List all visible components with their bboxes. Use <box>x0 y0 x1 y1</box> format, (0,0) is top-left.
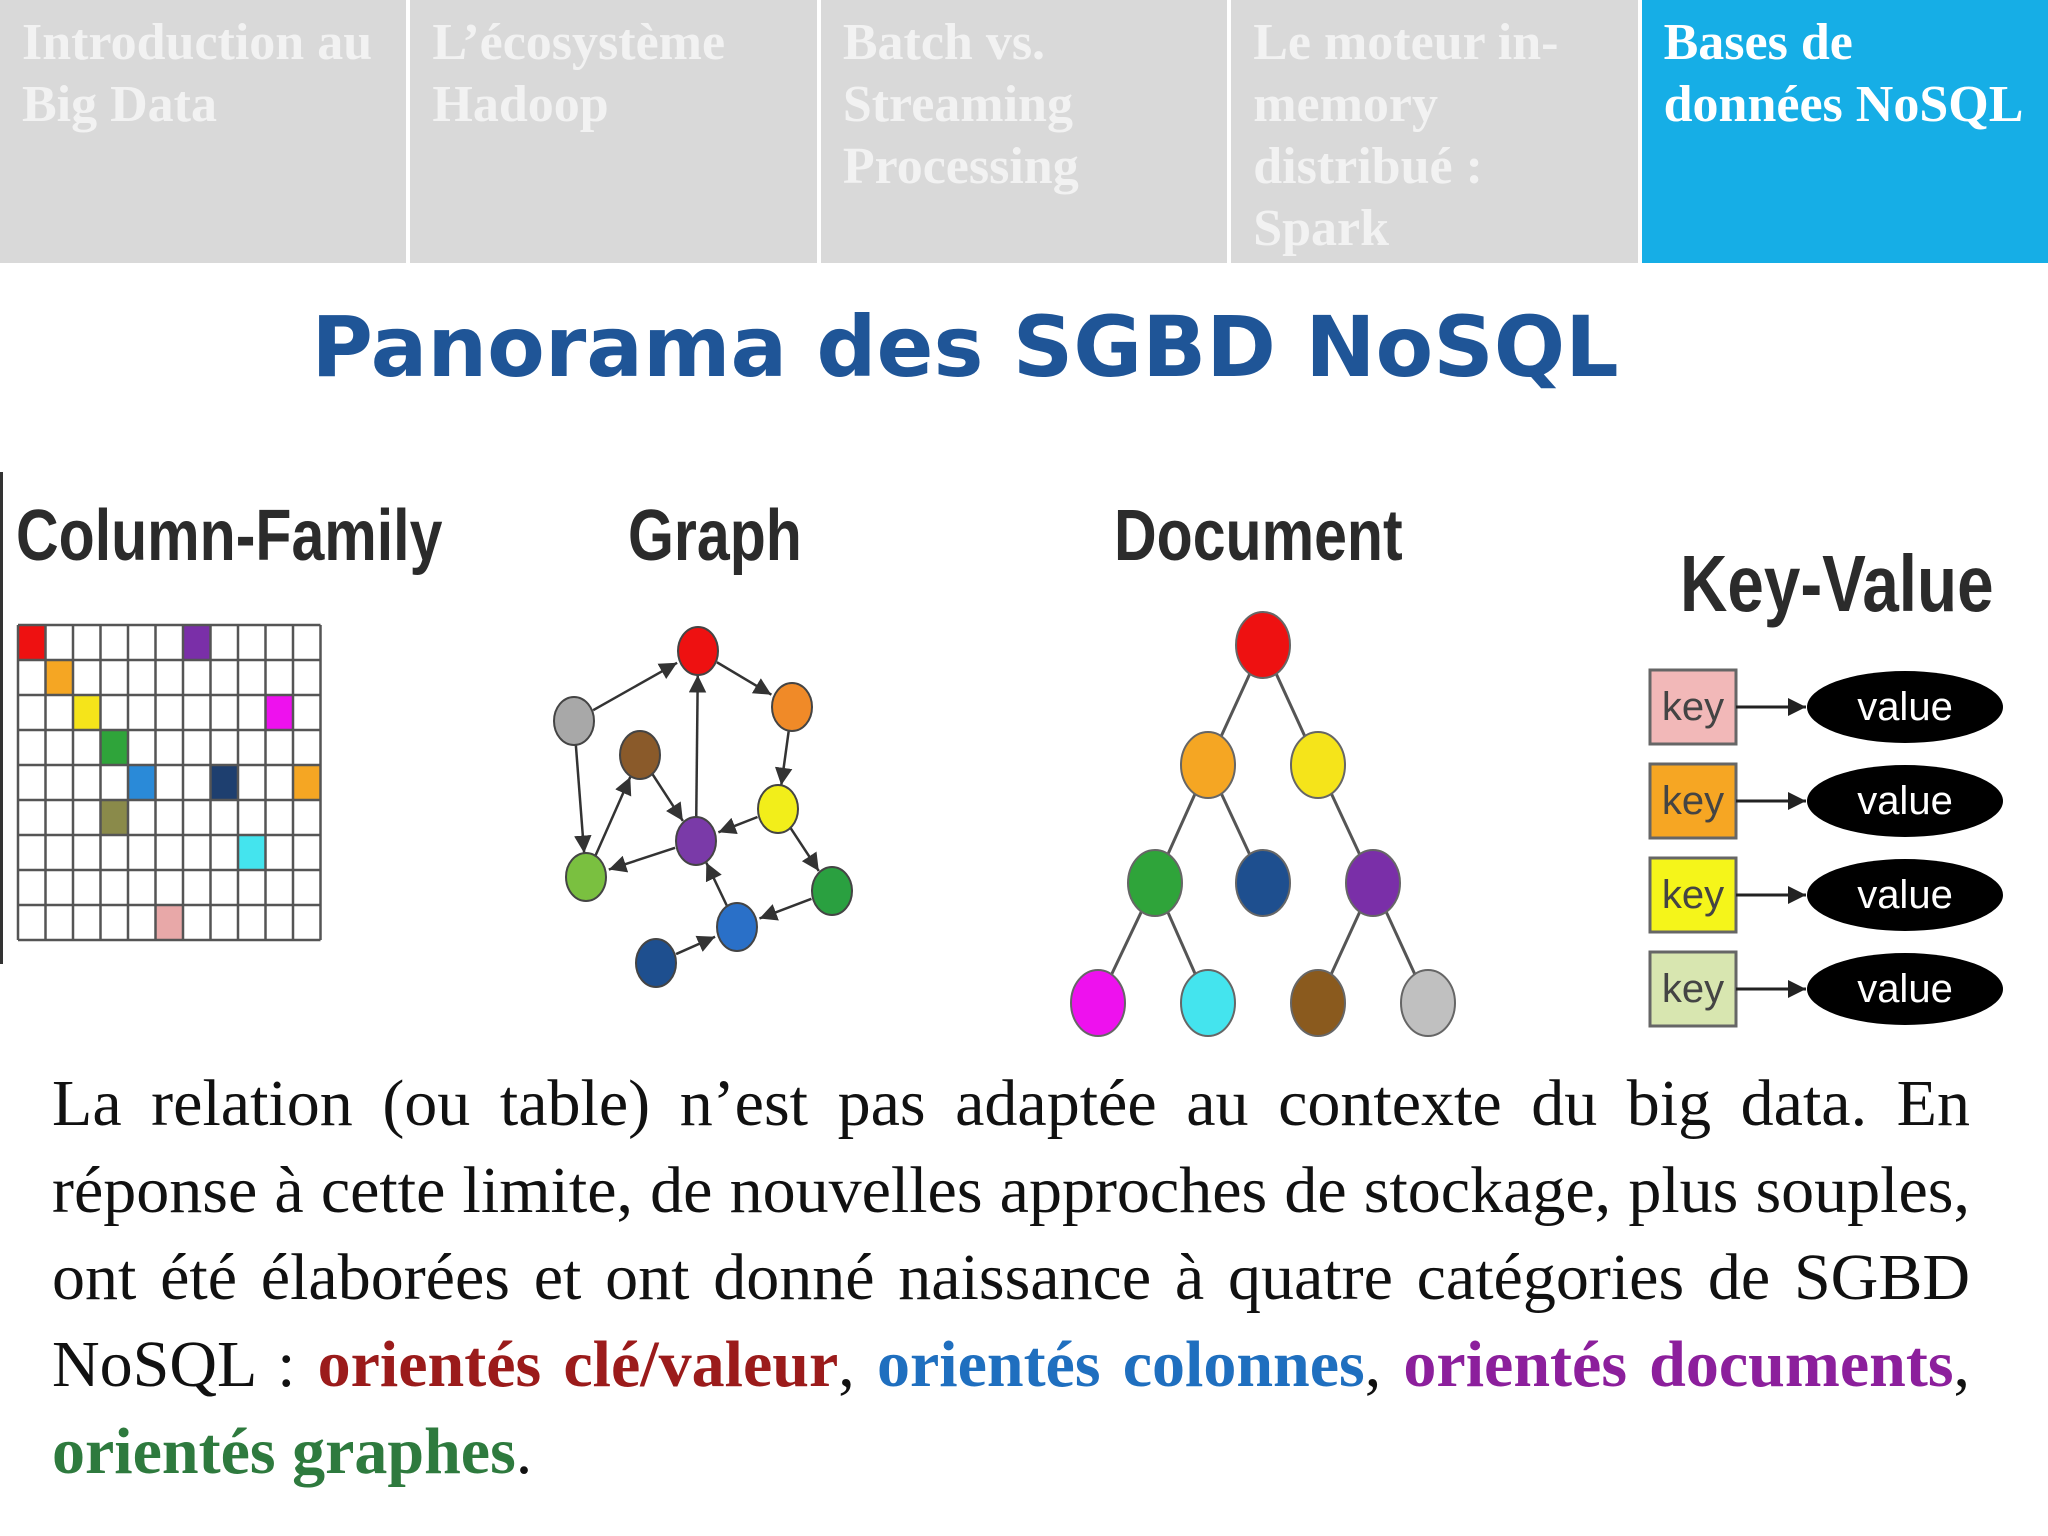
grid-cell-filled <box>101 730 129 765</box>
tab-bases-nosql[interactable]: Bases de données NoSQL <box>1642 0 2048 263</box>
separator: , <box>838 1328 877 1401</box>
grid-cell-filled <box>211 765 239 800</box>
section-tabs <box>0 0 2048 263</box>
grid-cell-filled <box>18 625 46 660</box>
keyword-key-value: orientés clé/valeur <box>317 1328 839 1401</box>
grid-cell-filled <box>238 835 266 870</box>
kv-value-text: value <box>1857 685 1953 729</box>
tree-node <box>1236 612 1290 678</box>
graph-node <box>620 731 660 779</box>
document-label: Document <box>1114 496 1403 576</box>
document-tree <box>1060 600 1480 1050</box>
kv-value-text: value <box>1857 779 1953 823</box>
tree-node <box>1346 850 1400 916</box>
tree-node <box>1181 732 1235 798</box>
graph-edge <box>696 675 698 819</box>
graph-edge <box>706 863 727 907</box>
graph-node <box>554 697 594 745</box>
kv-value-text: value <box>1857 873 1953 917</box>
keyword-graphs: orientés graphes <box>52 1415 516 1488</box>
kv-key-text: key <box>1661 779 1725 823</box>
graph-node <box>812 867 852 915</box>
left-rule <box>0 472 3 964</box>
kv-key-text: key <box>1661 967 1725 1011</box>
graph-label: Graph <box>628 496 802 576</box>
graph-edge <box>676 937 715 954</box>
grid-cell-filled <box>73 695 101 730</box>
key-value-diagram <box>1640 660 2020 1060</box>
tab-moteur-spark[interactable]: Le moteur in-memory distribué : Spark <box>1231 0 1641 263</box>
separator: , <box>1953 1328 1971 1401</box>
slide-title: Panorama des SGBD NoSQL <box>311 298 1619 396</box>
keyword-columns: orientés colonnes <box>876 1328 1365 1401</box>
tree-node <box>1128 850 1182 916</box>
tree-node <box>1291 732 1345 798</box>
graph-edge <box>718 817 757 832</box>
grid-cell-filled <box>156 905 184 940</box>
graph-node <box>636 939 676 987</box>
grid-cell-filled <box>183 625 211 660</box>
column-family-grid <box>18 625 326 955</box>
graph-edge <box>759 899 811 919</box>
grid-cell-filled <box>128 765 156 800</box>
graph-node <box>717 903 757 951</box>
keyword-documents: orientés documents <box>1403 1328 1954 1401</box>
kv-value-text: value <box>1857 967 1953 1011</box>
graph-edge <box>576 743 584 853</box>
tree-node <box>1401 970 1455 1036</box>
tab-batch-vs-streaming[interactable]: Batch vs. Streaming Processing <box>821 0 1231 263</box>
graph-diagram <box>540 615 880 995</box>
graph-node <box>758 785 798 833</box>
graph-edge <box>593 663 677 710</box>
graph-node <box>772 683 812 731</box>
tree-node <box>1236 850 1290 916</box>
grid-cell-filled <box>101 800 129 835</box>
graph-node <box>566 853 606 901</box>
kv-key-text: key <box>1661 873 1725 917</box>
graph-edge <box>609 848 675 870</box>
column-family-label: Column-Family <box>16 496 443 576</box>
tab-introduction-big-data[interactable]: Introduction au Big Data <box>0 0 410 263</box>
key-value-label: Key-Value <box>1680 539 1994 628</box>
body-intro: La relation (ou table) n’est pas adaptée au contexte du big data. En réponse à cette limite, de nouvelles approches de stockage, plus souples, ont été élaborées et ont donné naissance à quatre catégories de SGBD NoSQL : <box>52 1067 1970 1401</box>
graph-edge <box>652 773 683 820</box>
tree-node <box>1291 970 1345 1036</box>
tree-node <box>1181 970 1235 1036</box>
grid-cell-filled <box>266 695 294 730</box>
grid-cell-filled <box>293 765 321 800</box>
kv-key-text: key <box>1661 685 1725 729</box>
graph-node <box>676 817 716 865</box>
graph-node <box>678 627 718 675</box>
body-paragraph <box>52 1060 1970 1495</box>
graph-edge <box>595 777 630 857</box>
grid-cell-filled <box>46 660 74 695</box>
separator: , <box>1364 1328 1404 1401</box>
period: . <box>515 1415 533 1488</box>
graph-edge <box>781 729 789 785</box>
tree-node <box>1071 970 1125 1036</box>
graph-edge <box>790 827 819 871</box>
graph-edge <box>717 662 771 694</box>
tab-ecosysteme-hadoop[interactable]: L’écosystème Hadoop <box>410 0 820 263</box>
